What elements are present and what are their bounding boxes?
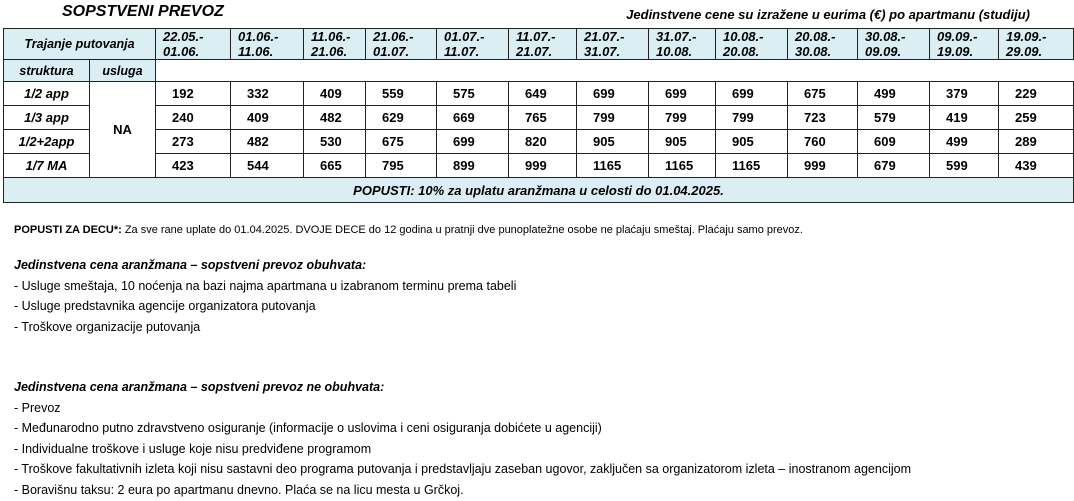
price-cell: 240 [156, 106, 231, 130]
price-cell: 599 [930, 154, 999, 178]
period-header: 20.08.- 30.08. [788, 29, 858, 60]
period-header: 01.06.- 11.06. [231, 29, 304, 60]
period-header: 01.07.- 11.07. [437, 29, 509, 60]
price-cell: 665 [304, 154, 366, 178]
price-cell: 699 [577, 82, 649, 106]
price-cell: 675 [788, 82, 858, 106]
row-label: 1/2+2app [4, 130, 90, 154]
price-cell: 259 [999, 106, 1074, 130]
price-cell: 1165 [649, 154, 716, 178]
price-cell: 799 [649, 106, 716, 130]
price-cell: 799 [716, 106, 788, 130]
period-header: 11.07.- 21.07. [509, 29, 577, 60]
table-row [4, 154, 1074, 178]
period-header: 19.09.- 29.09. [999, 29, 1074, 60]
price-cell: 723 [788, 106, 858, 130]
list-item: - Troškove fakultativnih izleta koji nisu sastavni deo programa putovanja i predstavljaju zaseban ugovor, zaključen sa organizatorom izleta – inostranom agencijom [14, 462, 912, 476]
price-cell: 419 [930, 106, 999, 130]
page-title: SOPSTVENI PREVOZ [62, 3, 224, 20]
price-cell: 820 [509, 130, 577, 154]
children-discount-note [14, 224, 803, 236]
price-cell: 999 [509, 154, 577, 178]
price-cell: 699 [716, 82, 788, 106]
price-cell: 289 [999, 130, 1074, 154]
price-cell: 905 [577, 130, 649, 154]
price-cell: 1165 [716, 154, 788, 178]
included-section [14, 255, 516, 337]
price-cell: 544 [231, 154, 304, 178]
price-cell: 575 [437, 82, 509, 106]
price-cell: 899 [437, 154, 509, 178]
list-item: - Boravišnu taksu: 2 eura po apartmanu dnevno. Plaća se na licu mesta u Grčkoj. [14, 482, 464, 497]
price-cell: 669 [437, 106, 509, 130]
price-cell: 409 [231, 106, 304, 130]
price-cell: 482 [304, 106, 366, 130]
discount-text: POPUSTI: 10% za uplatu aranžmana u celosti do 01.04.2025. [4, 178, 1074, 203]
period-header: 21.06.- 01.07. [366, 29, 437, 60]
struktura-header: struktura [4, 60, 90, 82]
period-header: 22.05.- 01.06. [156, 29, 231, 60]
price-cell: 423 [156, 154, 231, 178]
price-cell: 905 [649, 130, 716, 154]
price-cell: 379 [930, 82, 999, 106]
list-item: - Troškove organizacije putovanja [14, 319, 201, 334]
excluded-heading: Jedinstvena cena aranžmana – sopstveni prevoz ne obuhvata: [14, 380, 385, 394]
included-heading: Jedinstvena cena aranžmana – sopstveni prevoz obuhvata: [14, 258, 367, 272]
header-row-periods [4, 29, 1074, 60]
excluded-section [14, 377, 911, 500]
price-cell: 579 [858, 106, 930, 130]
price-cell: 629 [366, 106, 437, 130]
children-discount-label: POPUSTI ZA DECU*: [14, 224, 122, 236]
price-cell: 799 [577, 106, 649, 130]
price-cell: 229 [999, 82, 1074, 106]
children-discount-text: Za sve rane uplate do 01.04.2025. DVOJE DECE do 12 godina u pratnji dve punoplatežne osobe ne plaćaju smeštaj. Plaćaju samo prevoz. [121, 224, 803, 236]
list-item: - Prevoz [14, 400, 61, 415]
price-cell: 409 [304, 82, 366, 106]
price-cell: 332 [231, 82, 304, 106]
price-cell: 999 [788, 154, 858, 178]
price-cell: 1165 [577, 154, 649, 178]
header-row-columns [4, 60, 1074, 82]
list-item: - Međunarodno putno zdravstveno osiguranje (informacije o uslovima i ceni osiguranja dobićete u agenciji) [14, 421, 602, 435]
period-header: 10.08.- 20.08. [716, 29, 788, 60]
table-row [4, 130, 1074, 154]
price-note: Jedinstvene cene su izražene u eurima (€) po apartmanu (studiju) [626, 7, 1030, 22]
table-row [4, 82, 1074, 106]
price-cell: 192 [156, 82, 231, 106]
period-header: 31.07.- 10.08. [649, 29, 716, 60]
price-cell: 795 [366, 154, 437, 178]
duration-label: Trajanje putovanja [4, 29, 156, 60]
usluga-header: usluga [90, 60, 156, 82]
period-header: 09.09.- 19.09. [930, 29, 999, 60]
price-cell: 273 [156, 130, 231, 154]
price-cell: 649 [509, 82, 577, 106]
table-row [4, 106, 1074, 130]
period-header: 11.06.- 21.06. [304, 29, 366, 60]
price-cell: 699 [437, 130, 509, 154]
discount-row [4, 178, 1074, 203]
period-header: 21.07.- 31.07. [577, 29, 649, 60]
price-cell: 439 [999, 154, 1074, 178]
price-cell: 499 [930, 130, 999, 154]
price-cell: 765 [509, 106, 577, 130]
row-label: 1/3 app [4, 106, 90, 130]
price-cell: 499 [858, 82, 930, 106]
price-table [3, 28, 1074, 203]
price-cell: 679 [858, 154, 930, 178]
price-cell: 699 [649, 82, 716, 106]
price-cell: 675 [366, 130, 437, 154]
price-cell: 905 [716, 130, 788, 154]
row-label: 1/2 app [4, 82, 90, 106]
row-label: 1/7 MA [4, 154, 90, 178]
price-cell: 530 [304, 130, 366, 154]
price-cell: 559 [366, 82, 437, 106]
period-header: 30.08.- 09.09. [858, 29, 930, 60]
service-cell: NA [90, 82, 156, 178]
list-item: - Usluge smeštaja, 10 noćenja na bazi najma apartmana u izabranom terminu prema tabeli [14, 278, 517, 293]
list-item: - Usluge predstavnika agencije organizatora putovanja [14, 299, 316, 313]
price-cell: 760 [788, 130, 858, 154]
price-cell: 609 [858, 130, 930, 154]
list-item: - Individualne troškove i usluge koje nisu predviđene programom [14, 441, 372, 456]
price-cell: 482 [231, 130, 304, 154]
